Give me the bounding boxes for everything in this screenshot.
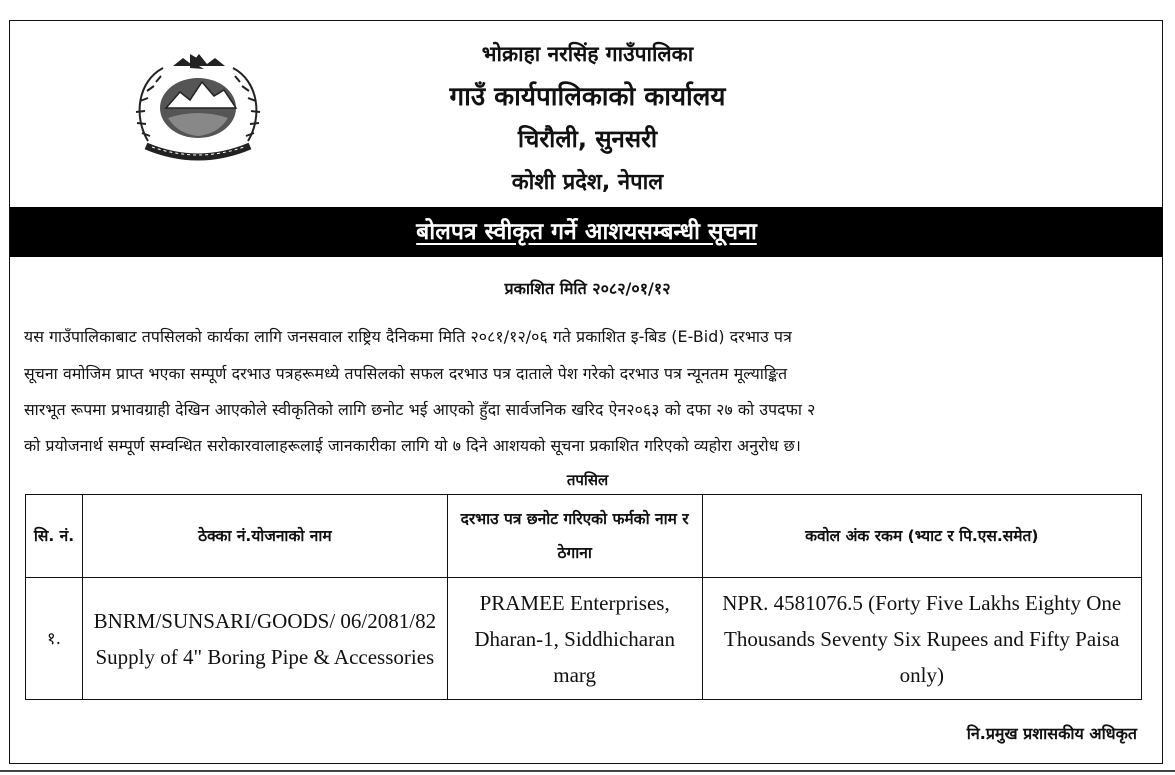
table-header-row	[26, 495, 1142, 578]
body-line: को प्रयोजनार्थ सम्पूर्ण सम्वन्धित सरोकारवालाहरूलाई जानकारीका लागि यो ७ दिने आशयको सूचना प्रकाशित गरिएको व्यहोरा अनुरोध छ।	[24, 436, 801, 455]
body-line: सारभूत रूपमा प्रभावग्राही देखिन आएकोले स्वीकृतिको लागि छनोट भई आएको हुँदा सार्वजनिक खरिद ऐन२०६३ को दफा २७ को उपदफा २	[24, 400, 816, 419]
header-amount: कवोल अंक रकम (भ्याट र पि.एस.समेत)	[702, 495, 1141, 578]
office-location: चिरौली, सुनसरी	[517, 125, 658, 153]
page-divider	[0, 770, 1175, 772]
body-line: यस गाउँपालिकाबाट तपसिलको कार्यका लागि जनसवाल राष्ट्रिय दैनिकमा मिति २०८१/१२/०६ गते प्रकाशित इ-बिड (E-Bid) दरभाउ पत्र	[24, 327, 792, 346]
municipality-name: भोक्राहा नरसिंह गाउँपालिका	[481, 42, 694, 66]
details-label: तपसिल	[566, 471, 609, 489]
body-line: सूचना वमोजिम प्राप्त भएका सम्पूर्ण दरभाउ पत्रहरूमध्ये तपसिलको सफल दरभाउ पत्र दाताले पेश गरेको दरभाउ पत्र न्यूनतम मूल्याङ्कित	[24, 364, 788, 383]
table-row	[26, 578, 1142, 700]
header-bidder: दरभाउ पत्र छनोट गरिएको फर्मको नाम र ठेगाना	[447, 495, 702, 578]
cell-serial: १.	[26, 578, 83, 700]
header-serial: सि. नं.	[26, 495, 83, 578]
notice-title: बोलपत्र स्वीकृत गर्ने आशयसम्बन्धी सूचना	[10, 207, 1163, 257]
office-name: गाउँ कार्यपालिकाको कार्यालय	[449, 82, 726, 112]
published-date: प्रकाशित मिति २०८२/०१/१२	[504, 279, 671, 298]
province-country: कोशी प्रदेश, नेपाल	[511, 170, 664, 195]
cell-contract: BNRM/SUNSARI/GOODS/ 06/2081/82 Supply of 4" Boring Pipe & Accessories	[82, 578, 447, 700]
cell-amount: NPR. 4581076.5 (Forty Five Lakhs Eighty One Thousands Seventy Six Rupees and Fifty Paisa only)	[702, 578, 1141, 700]
signatory-title: नि.प्रमुख प्रशासकीय अधिकृत	[966, 724, 1137, 743]
header-contract: ठेक्का नं.योजनाको नाम	[82, 495, 447, 578]
award-table	[25, 494, 1142, 700]
cell-bidder: PRAMEE Enterprises, Dharan-1, Siddhicharan marg	[447, 578, 702, 700]
